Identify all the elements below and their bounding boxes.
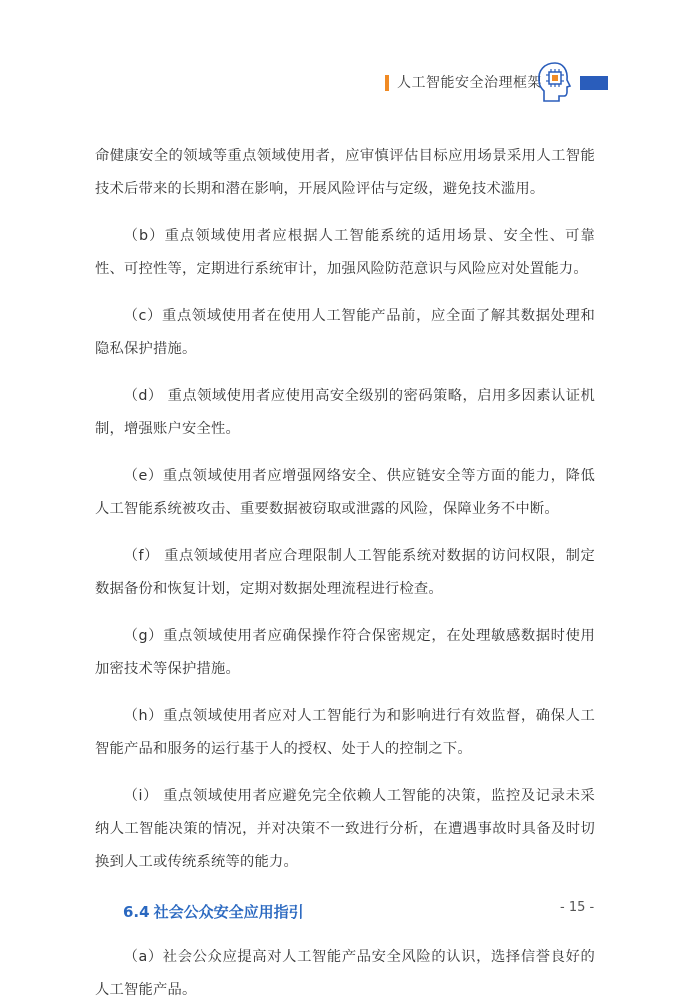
paragraph-b: （b）重点领域使用者应根据人工智能系统的适用场景、安全性、可靠性、可控性等，定期进行系统审计，加强风险防范意识与风险应对处置能力。 bbox=[95, 228, 595, 277]
header-title: 人工智能安全治理框架 bbox=[397, 75, 542, 91]
page-number: - 15 - bbox=[560, 900, 595, 915]
paragraph-i: （i） 重点领域使用者应避免完全依赖人工智能的决策，监控及记录未采纳人工智能决策的情况，并对决策不一致进行分析，在遭遇事故时具备及时切换到人工或传统系统等的能力。 bbox=[95, 788, 595, 870]
paragraph-d: （d） 重点领域使用者应使用高安全级别的密码策略，启用多因素认证机制，增强账户安全性。 bbox=[95, 388, 595, 437]
header-accent-bar bbox=[385, 75, 389, 91]
section-title: 社会公众安全应用指引 bbox=[153, 903, 304, 921]
paragraph-f: （f） 重点领域使用者应合理限制人工智能系统对数据的访问权限，制定数据备份和恢复计划，定期对数据处理流程进行检查。 bbox=[95, 548, 595, 597]
section-paragraph-a: （a）社会公众应提高对人工智能产品安全风险的认识，选择信誉良好的人工智能产品。 bbox=[95, 949, 595, 998]
paragraph-g: （g）重点领域使用者应确保操作符合保密规定，在处理敏感数据时使用加密技术等保护措施。 bbox=[95, 628, 595, 677]
page-header bbox=[0, 60, 688, 110]
document-body bbox=[95, 140, 595, 1007]
paragraph-c: （c）重点领域使用者在使用人工智能产品前，应全面了解其数据处理和隐私保护措施。 bbox=[95, 308, 595, 357]
paragraph: 命健康安全的领域等重点领域使用者，应审慎评估目标应用场景采用人工智能技术后带来的长期和潜在影响，开展风险评估与定级，避免技术滥用。 bbox=[95, 148, 595, 197]
head-chip-icon bbox=[535, 60, 575, 104]
section-heading bbox=[123, 897, 595, 927]
section-number: 6.4 bbox=[123, 903, 150, 921]
paragraph-h: （h）重点领域使用者应对人工智能行为和影响进行有效监督，确保人工智能产品和服务的运行基于人的授权、处于人的控制之下。 bbox=[95, 708, 595, 757]
header-accent-block bbox=[580, 76, 608, 90]
paragraph-e: （e）重点领域使用者应增强网络安全、供应链安全等方面的能力，降低人工智能系统被攻击、重要数据被窃取或泄露的风险，保障业务不中断。 bbox=[95, 468, 595, 517]
